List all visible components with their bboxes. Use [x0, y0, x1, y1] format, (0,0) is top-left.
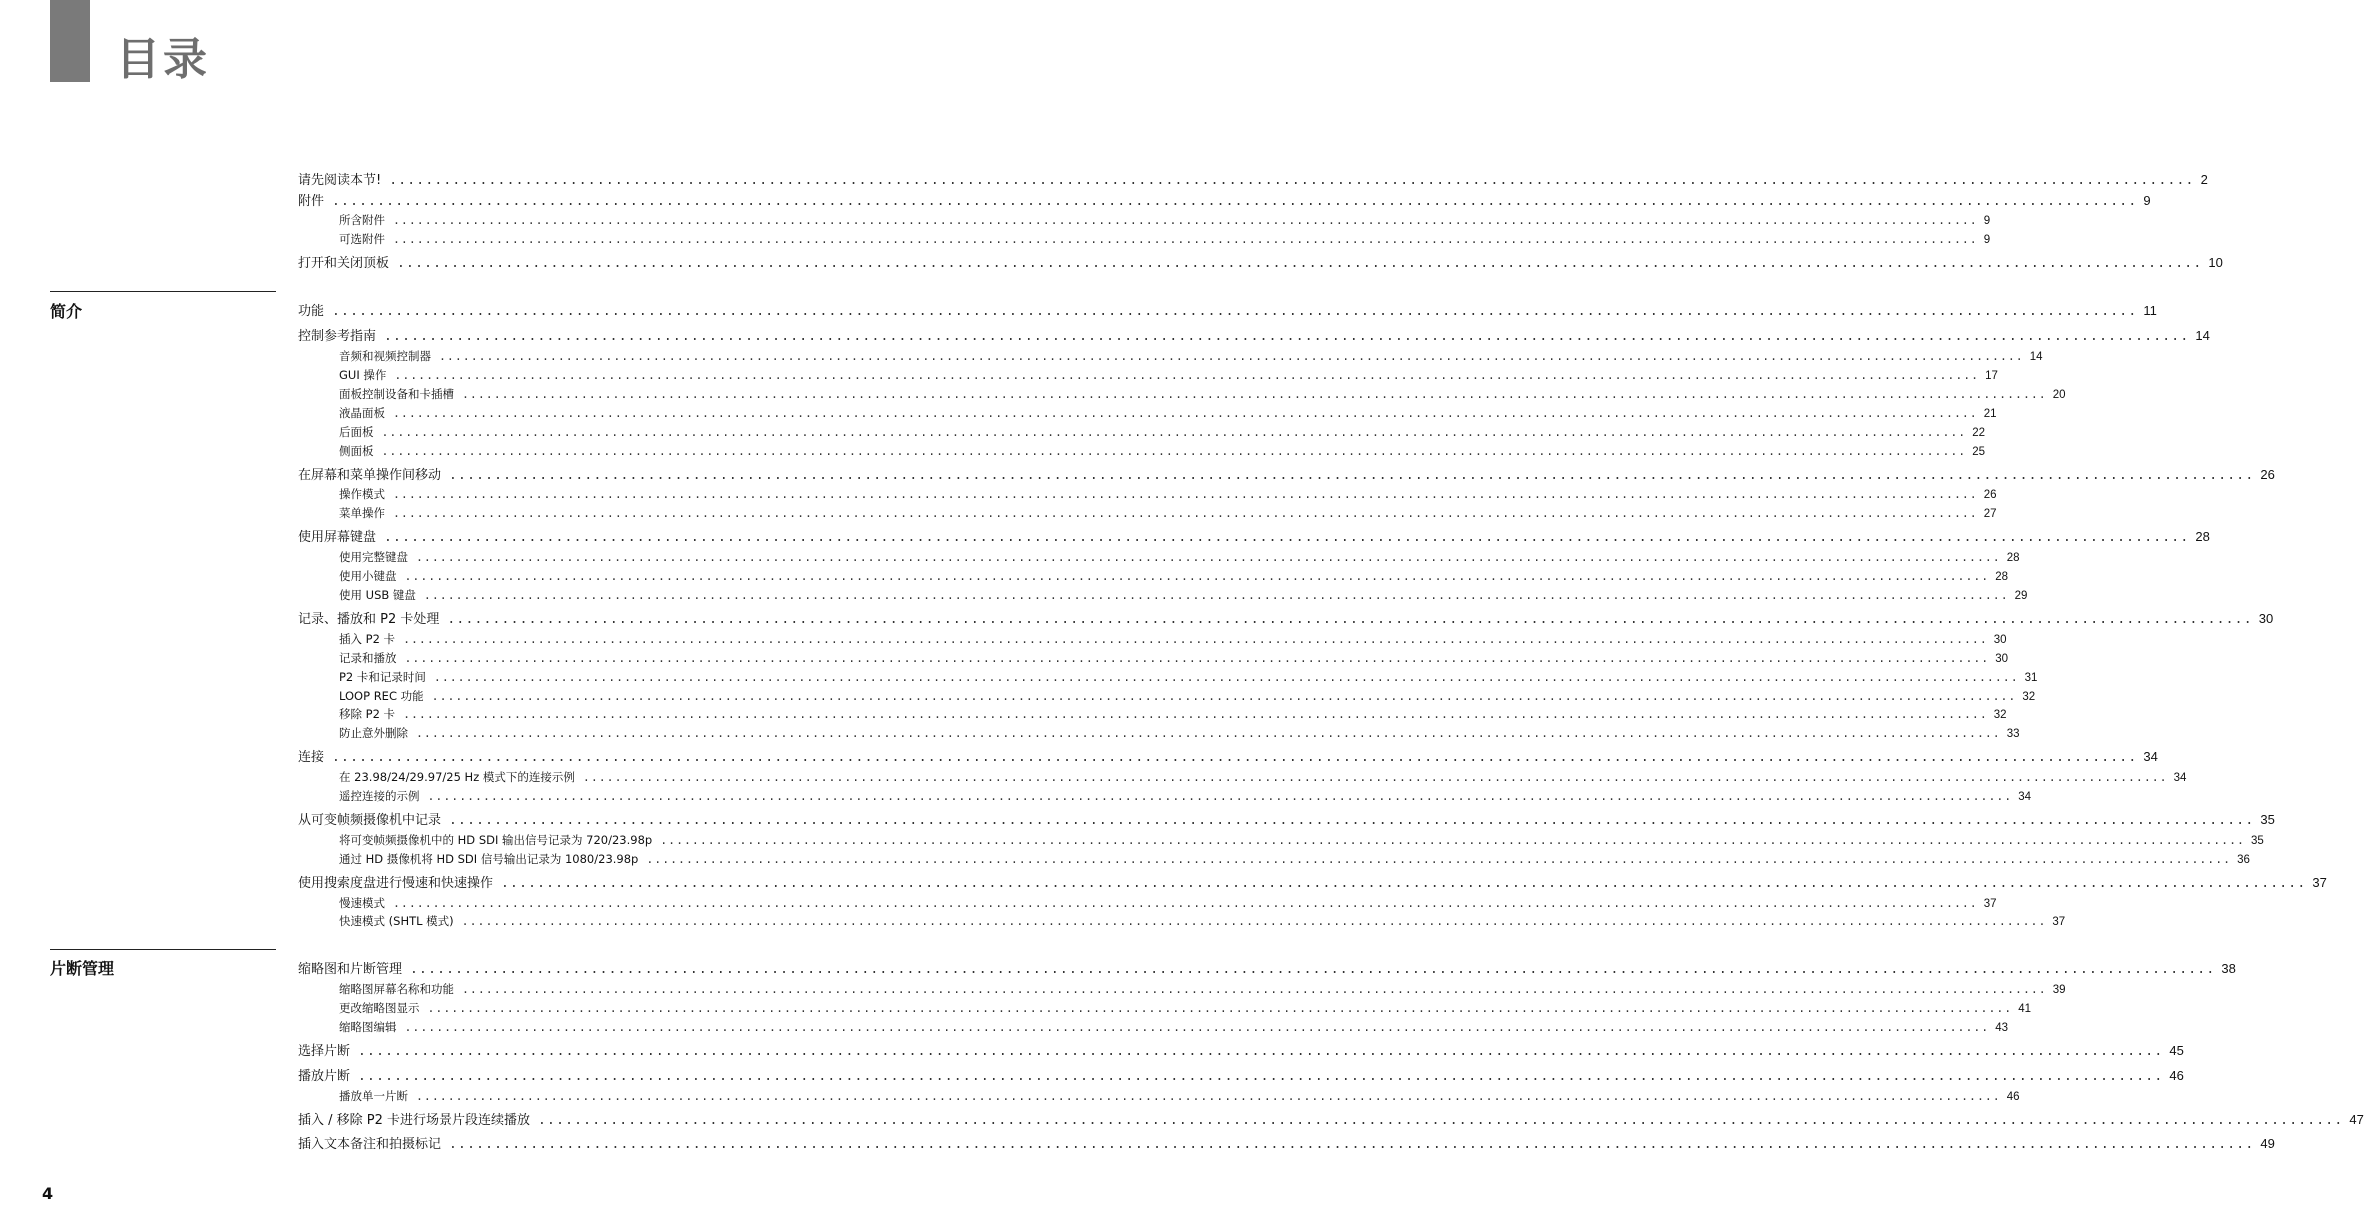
toc-entry-label: P2 卡和记录时间	[339, 670, 426, 684]
dot-leader: ........................................................................................................................................................................................................	[462, 387, 2047, 401]
toc-page-number: 34	[2018, 791, 2032, 803]
dot-leader: ........................................................................................................................................................................................................	[403, 632, 1988, 646]
toc-entry-label: 连接	[298, 750, 325, 765]
toc-subentry[interactable]	[339, 1088, 2020, 1105]
toc-page-number: 2	[2200, 172, 2208, 187]
dot-leader: ........................................................................................................................................................................................................	[501, 876, 2307, 891]
toc-entry[interactable]	[298, 327, 2210, 346]
toc-entry-label: 附件	[298, 194, 325, 209]
toc-subentry[interactable]	[339, 231, 1991, 248]
dot-leader: ........................................................................................................................................................................................................	[393, 213, 1978, 227]
dot-leader: ........................................................................................................................................................................................................	[410, 962, 2216, 977]
toc-entry-label: 控制参考指南	[298, 329, 377, 344]
toc-subentry[interactable]	[339, 587, 2028, 604]
dot-leader: ........................................................................................................................................................................................................	[449, 813, 2255, 828]
toc-entry-label: 使用完整键盘	[339, 550, 408, 564]
section-label-intro: 简介	[50, 302, 83, 321]
toc-page-number: 20	[2052, 389, 2066, 401]
toc-subentry[interactable]	[339, 669, 2038, 686]
toc-page-number: 14	[2195, 328, 2210, 343]
dot-leader: ........................................................................................................................................................................................................	[389, 173, 2195, 188]
toc-page-number: 30	[1993, 634, 2007, 646]
toc-page-number: 26	[1983, 489, 1997, 501]
toc-entry[interactable]	[298, 1135, 2275, 1154]
section-divider	[50, 291, 276, 292]
toc-page-number: 29	[2014, 590, 2028, 602]
toc-entry-label: 记录、播放和 P2 卡处理	[298, 612, 440, 627]
dot-leader: ........................................................................................................................................................................................................	[416, 726, 2001, 740]
toc-entry-label: 液晶面板	[339, 406, 385, 420]
dot-leader: ........................................................................................................................................................................................................	[393, 232, 1978, 246]
toc-entry-label: 侧面板	[339, 444, 374, 458]
toc-page-number: 28	[2006, 552, 2020, 564]
toc-page-number: 43	[1995, 1022, 2009, 1034]
toc-entry[interactable]	[298, 811, 2275, 830]
toc-entry[interactable]	[298, 1111, 2364, 1130]
toc-entry-label: 将可变帧频摄像机中的 HD SDI 输出信号记录为 720/23.98p	[339, 833, 653, 847]
toc-entry-label: 防止意外删除	[339, 726, 408, 740]
toc-page-number: 47	[2349, 1112, 2364, 1127]
toc-page-number: 45	[2169, 1043, 2184, 1058]
toc-entry-label: 打开和关闭顶板	[298, 256, 390, 271]
dot-leader: ........................................................................................................................................................................................................	[381, 444, 1967, 458]
dot-leader: ........................................................................................................................................................................................................	[416, 550, 2001, 564]
dot-leader: ........................................................................................................................................................................................................	[646, 852, 2232, 866]
toc-page-number: 38	[2221, 961, 2236, 976]
dot-leader: ........................................................................................................................................................................................................	[404, 651, 1990, 665]
toc-entry-label: 使用搜索度盘进行慢速和快速操作	[298, 876, 494, 891]
dot-leader: ........................................................................................................................................................................................................	[384, 530, 2190, 545]
dot-leader: ........................................................................................................................................................................................................	[332, 750, 2138, 765]
toc-entry[interactable]	[298, 192, 2151, 211]
toc-entry[interactable]	[298, 960, 2236, 979]
toc-subentry[interactable]	[339, 769, 2187, 786]
toc-subentry[interactable]	[339, 913, 2066, 930]
toc-subentry[interactable]	[339, 405, 1997, 422]
dot-leader: ........................................................................................................................................................................................................	[538, 1113, 2344, 1128]
dot-leader: ........................................................................................................................................................................................................	[660, 833, 2245, 847]
toc-page-number: 33	[2006, 728, 2020, 740]
toc-subentry[interactable]	[339, 367, 1998, 384]
toc-page-number: 30	[1995, 653, 2009, 665]
toc-page-number: 39	[2052, 984, 2066, 996]
toc-subentry[interactable]	[339, 1019, 2009, 1036]
toc-entry-label: 播放片断	[298, 1069, 351, 1084]
dot-leader: ........................................................................................................................................................................................................	[427, 789, 2013, 803]
toc-entry-label: 插入 / 移除 P2 卡进行场景片段连续播放	[298, 1113, 531, 1128]
toc-entry-label: 插入文本备注和拍摄标记	[298, 1137, 442, 1152]
toc-entry-label: 在 23.98/24/29.97/25 Hz 模式下的连接示例	[339, 770, 575, 784]
dot-leader: ........................................................................................................................................................................................................	[433, 670, 2019, 684]
toc-page-number: 34	[2143, 749, 2158, 764]
dot-leader: ........................................................................................................................................................................................................	[397, 256, 2203, 271]
toc-subentry[interactable]	[339, 832, 2264, 849]
toc-subentry[interactable]	[339, 486, 1997, 503]
toc-entry[interactable]	[298, 1067, 2184, 1086]
dot-leader: ........................................................................................................................................................................................................	[462, 982, 2047, 996]
toc-entry-label: 缩略图编辑	[339, 1020, 397, 1034]
toc-page-number: 36	[2237, 854, 2250, 866]
toc-entry-label: 菜单操作	[339, 506, 385, 520]
toc-entry-label: 使用屏幕键盘	[298, 530, 377, 545]
toc-subentry[interactable]	[339, 706, 2007, 723]
toc-page-number: 27	[1983, 508, 1997, 520]
toc-entry-label: 操作模式	[339, 487, 385, 501]
dot-leader: ........................................................................................................................................................................................................	[393, 896, 1978, 910]
dot-leader: ........................................................................................................................................................................................................	[416, 1089, 2001, 1103]
toc-subentry[interactable]	[339, 725, 2020, 742]
toc-subentry[interactable]	[339, 212, 1991, 229]
toc-entry-label: 缩略图屏幕名称和功能	[339, 982, 454, 996]
dot-leader: ........................................................................................................................................................................................................	[358, 1069, 2164, 1084]
toc-page-number: 37	[2052, 916, 2066, 928]
toc-subentry[interactable]	[339, 688, 2036, 705]
toc-entry[interactable]	[298, 254, 2223, 273]
toc-page-number: 14	[2029, 351, 2043, 363]
dot-leader: ........................................................................................................................................................................................................	[358, 1044, 2164, 1059]
toc-subentry[interactable]	[339, 981, 2066, 998]
toc-subentry[interactable]	[339, 424, 1986, 441]
toc-entry-label: 面板控制设备和卡插槽	[339, 387, 454, 401]
dot-leader: ........................................................................................................................................................................................................	[461, 914, 2047, 928]
dot-leader: ........................................................................................................................................................................................................	[384, 329, 2190, 344]
toc-subentry[interactable]	[339, 348, 2043, 365]
toc-entry-label: 选择片断	[298, 1044, 351, 1059]
toc-entry[interactable]	[298, 466, 2275, 485]
toc-page-number: 31	[2024, 672, 2038, 684]
toc-page-number: 11	[2143, 303, 2157, 318]
toc-page-number: 32	[2022, 691, 2036, 703]
toc-page-number: 37	[1983, 898, 1997, 910]
toc-entry-label: 功能	[298, 304, 325, 319]
dot-leader: ........................................................................................................................................................................................................	[423, 588, 2009, 602]
dot-leader: ........................................................................................................................................................................................................	[447, 612, 2253, 627]
toc-subentry[interactable]	[339, 631, 2007, 648]
dot-leader: ........................................................................................................................................................................................................	[404, 1020, 1990, 1034]
toc-page-number: 10	[2208, 255, 2223, 270]
toc-page-number: 26	[2260, 467, 2275, 482]
dot-leader: ........................................................................................................................................................................................................	[427, 1001, 2013, 1015]
toc-entry-label: 移除 P2 卡	[339, 707, 396, 721]
toc-page-number: 34	[2173, 772, 2187, 784]
toc-page-number: 28	[1995, 571, 2009, 583]
toc-entry-label: GUI 操作	[339, 368, 387, 382]
toc-page-number: 41	[2018, 1003, 2032, 1015]
toc-entry-label: 后面板	[339, 425, 374, 439]
dot-leader: ........................................................................................................................................................................................................	[332, 194, 2138, 209]
dot-leader: ........................................................................................................................................................................................................	[394, 368, 1980, 382]
toc-entry-label: 从可变帧频摄像机中记录	[298, 813, 442, 828]
toc-subentry[interactable]	[339, 650, 2009, 667]
toc-page-number: 37	[2312, 875, 2327, 890]
page-number: 4	[42, 1184, 54, 1203]
toc-entry-label: 记录和播放	[339, 651, 397, 665]
toc-entry-label: 快速模式 (SHTL 模式)	[339, 914, 454, 928]
dot-leader: ........................................................................................................................................................................................................	[449, 1137, 2255, 1152]
toc-page-number: 25	[1972, 446, 1986, 458]
toc-entry-label: 使用 USB 键盘	[339, 588, 416, 602]
toc-subentry[interactable]	[339, 1000, 2032, 1017]
toc-entry[interactable]	[298, 1042, 2184, 1061]
toc-entry-label: 音频和视频控制器	[339, 349, 431, 363]
toc-entry[interactable]	[298, 171, 2208, 190]
toc-subentry[interactable]	[339, 788, 2032, 805]
section-label-clip-management: 片断管理	[50, 959, 115, 978]
toc-page-number: 49	[2260, 1136, 2275, 1151]
toc-page-number: 32	[1993, 709, 2007, 721]
dot-leader: ........................................................................................................................................................................................................	[431, 689, 2017, 703]
toc-entry-label: 播放单一片断	[339, 1089, 408, 1103]
page-title: 目录	[116, 34, 210, 85]
toc-entry[interactable]	[298, 874, 2327, 893]
dot-leader: ........................................................................................................................................................................................................	[393, 487, 1978, 501]
toc-page-number: 22	[1972, 427, 1986, 439]
dot-leader: ........................................................................................................................................................................................................	[403, 707, 1988, 721]
toc-entry[interactable]	[298, 748, 2158, 767]
section-divider	[50, 949, 276, 950]
dot-leader: ........................................................................................................................................................................................................	[449, 468, 2255, 483]
toc-entry-label: 在屏幕和菜单操作间移动	[298, 468, 442, 483]
toc-entry-label: 更改缩略图显示	[339, 1001, 420, 1015]
toc-entry[interactable]	[298, 610, 2274, 629]
toc-page-number: 17	[1985, 370, 1998, 382]
toc-entry-label: 缩略图和片断管理	[298, 962, 403, 977]
toc-page-number: 35	[2260, 812, 2275, 827]
dot-leader: ........................................................................................................................................................................................................	[582, 770, 2168, 784]
dot-leader: ........................................................................................................................................................................................................	[381, 425, 1967, 439]
dot-leader: ........................................................................................................................................................................................................	[393, 506, 1978, 520]
toc-page-number: 46	[2006, 1091, 2020, 1103]
toc-page-number: 9	[1983, 215, 1991, 227]
title-color-block	[50, 0, 90, 82]
toc-page-number: 9	[1983, 234, 1991, 246]
toc-subentry[interactable]	[339, 505, 1997, 522]
dot-leader: ........................................................................................................................................................................................................	[393, 406, 1978, 420]
toc-subentry[interactable]	[339, 568, 2009, 585]
dot-leader: ........................................................................................................................................................................................................	[404, 569, 1990, 583]
toc-entry[interactable]	[298, 528, 2210, 547]
toc-entry-label: 遥控连接的示例	[339, 789, 420, 803]
toc-subentry[interactable]	[339, 851, 2250, 868]
toc-entry-label: 所含附件	[339, 213, 385, 227]
toc-entry-label: LOOP REC 功能	[339, 689, 424, 703]
toc-subentry[interactable]	[339, 386, 2066, 403]
toc-page-number: 21	[1983, 408, 1997, 420]
toc-entry-label: 可选附件	[339, 232, 385, 246]
dot-leader: ........................................................................................................................................................................................................	[439, 349, 2024, 363]
toc-page-number: 46	[2169, 1068, 2184, 1083]
toc-entry-label: 使用小键盘	[339, 569, 397, 583]
toc-entry-label: 慢速模式	[339, 896, 385, 910]
toc-page-number: 35	[2250, 835, 2264, 847]
toc-page-number: 9	[2143, 193, 2151, 208]
toc-page-number: 28	[2195, 529, 2210, 544]
toc-subentry[interactable]	[339, 895, 1997, 912]
toc-entry-label: 插入 P2 卡	[339, 632, 396, 646]
toc-entry-label: 请先阅读本节!	[298, 173, 382, 188]
toc-subentry[interactable]	[339, 549, 2020, 566]
toc-subentry[interactable]	[339, 443, 1986, 460]
toc-entry[interactable]	[298, 302, 2157, 321]
dot-leader: ........................................................................................................................................................................................................	[332, 304, 2138, 319]
toc-page-number: 30	[2258, 611, 2274, 626]
toc-entry-label: 通过 HD 摄像机将 HD SDI 信号输出记录为 1080/23.98p	[339, 852, 639, 866]
